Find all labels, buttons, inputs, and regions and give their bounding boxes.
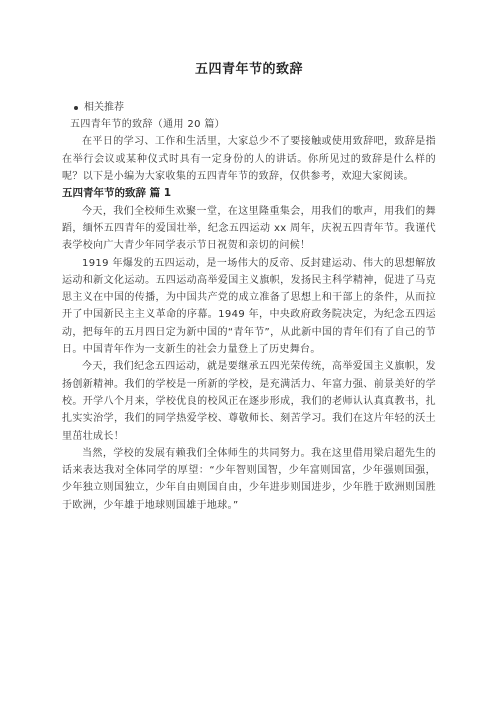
- related-label[interactable]: 相关推荐: [84, 102, 124, 113]
- document-title: 五四青年节的致辞: [194, 62, 303, 77]
- related-recommendations-link[interactable]: [74, 99, 436, 116]
- body-paragraph-3: 今天，我们纪念五四运动，就是要继承五四光荣传统，高举爱国主义旗帜，发扬创新精神。我们的学校是一所新的学校，是充满活力、年富力强、前景美好的学校。开学八个月来，学校优良的校风正在逐步形成，我们的老师认认真真教书，扎扎实实治学，我们的同学热爱学校、尊敬师长、刻苦学习。我们在这片年轻的沃土里茁壮成长！: [62, 361, 436, 442]
- body-paragraph-1: 今天，我们全校师生欢聚一堂，在这里隆重集会，用我们的歌声，用我们的舞蹈，缅怀五四青年的爱国壮举，纪念五四运动 xx 周年，庆祝五四青年节。我谨代表学校向广大青少年同学表示节日祝贺和亲切的问候！: [62, 205, 436, 252]
- intro-paragraph: 在平日的学习、工作和生活里，大家总少不了要接触或使用致辞吧，致辞是指在举行会议或某种仪式时具有一定身份的人的讲话。你所见过的致辞是什么样的呢？以下是小编为大家收集的五四青年节的致辞，仅供参考，欢迎大家阅读。: [62, 136, 436, 182]
- body-paragraph-2: 1919 年爆发的五四运动，是一场伟大的反帝、反封建运动、伟大的思想解放运动和新文化运动。五四运动高举爱国主义旗帜，发扬民主科学精神，促进了马克思主义在中国的传播，为中国共产党的成立准备了思想上和干部上的条件，从而拉开了中国新民主主义革命的序幕。1949 年，中央政府政务院决定，为纪念五四运动，把每年的五月四日定为新中国的“青年节”，从此新中国的青年们有了自己的节日。中国青年作为一支新生的社会力量登上了历史舞台。: [62, 257, 436, 356]
- bullet-icon: [74, 106, 78, 110]
- body-paragraph-4: 当然，学校的发展有赖我们全体师生的共同努力。我在这里借用梁启超先生的话来表达我对全体同学的厚望：“少年智则国智，少年富则国富，少年强则国强，少年独立则国独立，少年自由则国自由，少年进步则国进步，少年胜于欧洲则国胜于欧洲，少年雄于地球则国雄于地球。”: [62, 447, 436, 511]
- document-subtitle: 五四青年节的致辞（通用 20 篇）: [70, 119, 226, 130]
- section-heading: 五四青年节的致辞 篇 1: [62, 187, 172, 200]
